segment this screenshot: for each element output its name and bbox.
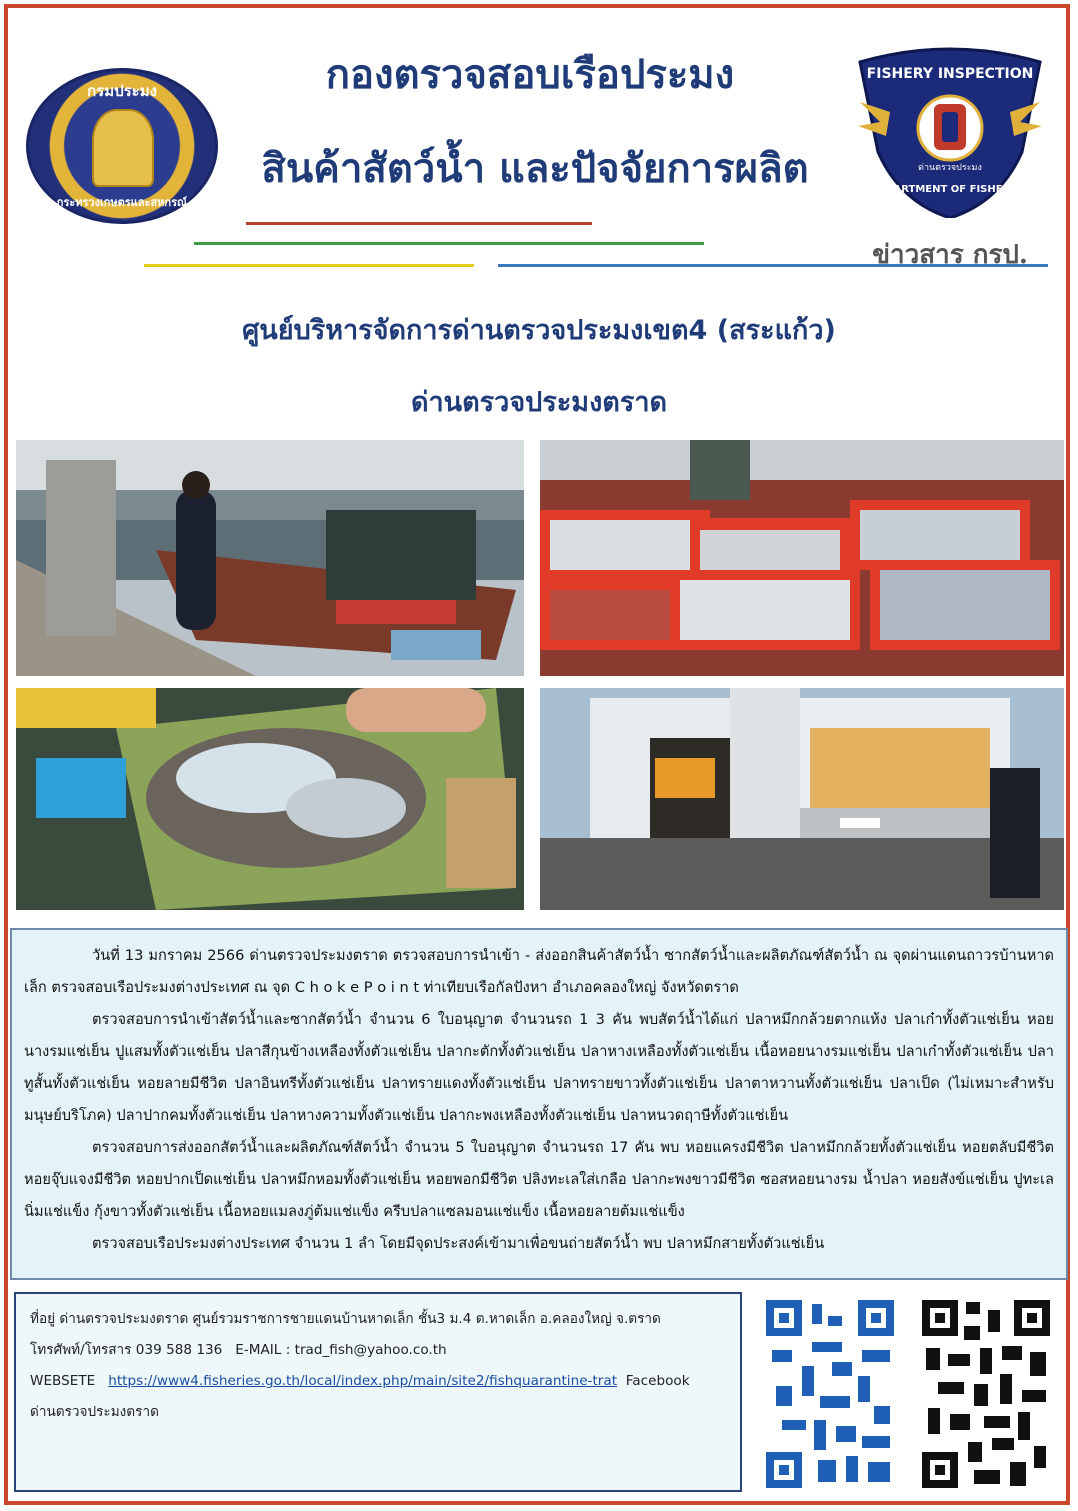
email-label: E-MAIL :	[235, 1342, 291, 1358]
seal-bottom-text: กระทรวงเกษตรและสหกรณ์	[56, 196, 188, 209]
email-address[interactable]: trad_fish@yahoo.co.th	[294, 1342, 447, 1358]
department-seal-logo	[26, 68, 218, 224]
facebook-label: Facebook	[625, 1373, 690, 1389]
body-paragraph-1: วันที่ 13 มกราคม 2566 ด่านตรวจประมงตราด ตรวจสอบการนำเข้า - ส่งออกสินค้าสัตว์น้ำ ซากสัตว์น้ำและผลิตภัณฑ์สัตว์น้ำ ณ จุดผ่านแดนถาวรบ้านหาดเล็ก ตรวจสอบเรือประมงต่างประเทศ ณ จุด C h o k e P o i n t ท่าเทียบเรือกัลปังหา อำเภอคลองใหญ่ จังหวัดตราด	[24, 947, 1054, 996]
qr-code-facebook-icon	[918, 1296, 1054, 1492]
badge-bottom-text: DEPARTMENT OF FISHERIES	[871, 184, 1029, 195]
badge-top-text: FISHERY INSPECTION	[866, 66, 1034, 82]
phone-email-line	[30, 1335, 726, 1366]
fish-crates-photo	[540, 440, 1064, 676]
pier-boat-photo	[16, 440, 524, 676]
news-body	[10, 928, 1068, 1280]
qr-code-website-icon	[762, 1296, 898, 1492]
divider-yellow	[144, 264, 474, 267]
page-title-line1: กองตรวจสอบเรือประมง	[325, 51, 735, 98]
qr-code-icon[interactable]	[762, 1296, 898, 1492]
contact-footer	[14, 1292, 742, 1492]
body-paragraph-3: ตรวจสอบการส่งออกสัตว์น้ำและผลิตภัณฑ์สัตว์น้ำ จำนวน 5 ใบอนุญาต จำนวนรถ 17 คัน พบ หอยแครงมีชีวิต ปลาหมึกกล้วยทั้งตัวแช่เย็น หอยตลับมีชีวิต หอยจุ๊บแจงมีชีวิต หอยปากเป็ดแช่เย็น ปลาหมึกหอมทั้งตัวแช่เย็น หอยพอกมีชีวิต ปลิงทะเลใส่เกลือ ปลากะพงขาวมีชีวิต ซอสหอยนางรม น้ำปลา หอยสังข์แช่เย็น ปูทะเลนิ่มแช่แข็ง กุ้งขาวทั้งตัวแช่เย็น เนื้อหอยแมลงภู่ต้มแช่แข็ง ครีบปลาแซลมอนแช่แข็ง เนื้อหอยลายต้มแช่แข็ง	[24, 1139, 1054, 1220]
emblem-icon	[92, 109, 154, 187]
website-line	[30, 1366, 726, 1397]
cargo-truck-photo	[540, 688, 1064, 910]
center-name: ศูนย์บริหารจัดการด่านตรวจประมงเขต4 (สระแก้ว)	[242, 315, 836, 346]
divider-green	[194, 242, 704, 245]
news-label: ข่าวสาร กรป.	[872, 240, 1028, 270]
address-line: ที่อยู่ ด่านตรวจประมงตราด ศูนย์รวมราชการชายแดนบ้านหาดเล็ก ชั้น3 ม.4 ต.หาดเล็ก อ.คลองใหญ่ จ.ตราด	[30, 1311, 661, 1327]
seal-top-text: กรมประมง	[87, 82, 157, 100]
website-label: WEBSETE	[30, 1373, 96, 1389]
checkpoint-name: ด่านตรวจประมงตราด	[410, 387, 668, 418]
body-paragraph-2: ตรวจสอบการนำเข้าสัตว์น้ำและซากสัตว์น้ำ จำนวน 6 ใบอนุญาต จำนวนรถ 1 3 คัน พบสัตว์น้ำได้แก่ ปลาหมึกกล้วยตากแห้ง ปลาเก๋าทั้งตัวแช่เย็น หอยนางรมแช่เย็น ปูแสมทั้งตัวแช่เย็น ปลาสีกุนข้างเหลืองทั้งตัวแช่เย็น ปลากะตักทั้งตัวแช่เย็น ปลาหางเหลืองทั้งตัวแช่เย็น เนื้อหอยนางรมแช่เย็น ปลาเก๋าทั้งตัวแช่เย็น ปลาทูสั้นทั้งตัวแช่เย็น หอยลายมีชีวิต ปลาอินทรีทั้งตัวแช่เย็น ปลาทรายแดงทั้งตัวแช่เย็น ปลาทรายขาวทั้งตัวแช่เย็น ปลาตาหวานทั้งตัวแช่เย็น ปลาเป็ด (ไม่เหมาะสำหรับมนุษย์บริโภค) ปลาปากคมทั้งตัวแช่เย็น ปลาหางความทั้งตัวแช่เย็น ปลากะพงเหลืองทั้งตัวแช่เย็น ปลาหนวดฤาษีทั้งตัวแช่เย็น	[24, 1011, 1054, 1124]
body-paragraph-4: ตรวจสอบเรือประมงต่างประเทศ จำนวน 1 ลำ โดยมีจุดประสงค์เข้ามาเพื่อขนถ่ายสัตว์น้ำ พบ ปลาหมึกสายทั้งตัวแช่เย็น	[92, 1235, 825, 1252]
qr-code-icon[interactable]	[918, 1296, 1054, 1492]
website-link[interactable]: https://www4.fisheries.go.th/local/index.php/main/site2/fishquarantine-trat	[108, 1373, 618, 1389]
divider-red	[246, 222, 592, 225]
page-title-line2: สินค้าสัตว์น้ำ และปัจจัยการผลิต	[261, 145, 809, 192]
fishery-inspection-badge-logo	[850, 42, 1050, 218]
facebook-name[interactable]: ด่านตรวจประมงตราด	[30, 1404, 159, 1420]
shellfish-bag-photo	[16, 688, 524, 910]
phone-text: โทรศัพท์/โทรสาร 039 588 136	[30, 1342, 223, 1358]
badge-center-text: ด่านตรวจประมง	[918, 163, 982, 173]
